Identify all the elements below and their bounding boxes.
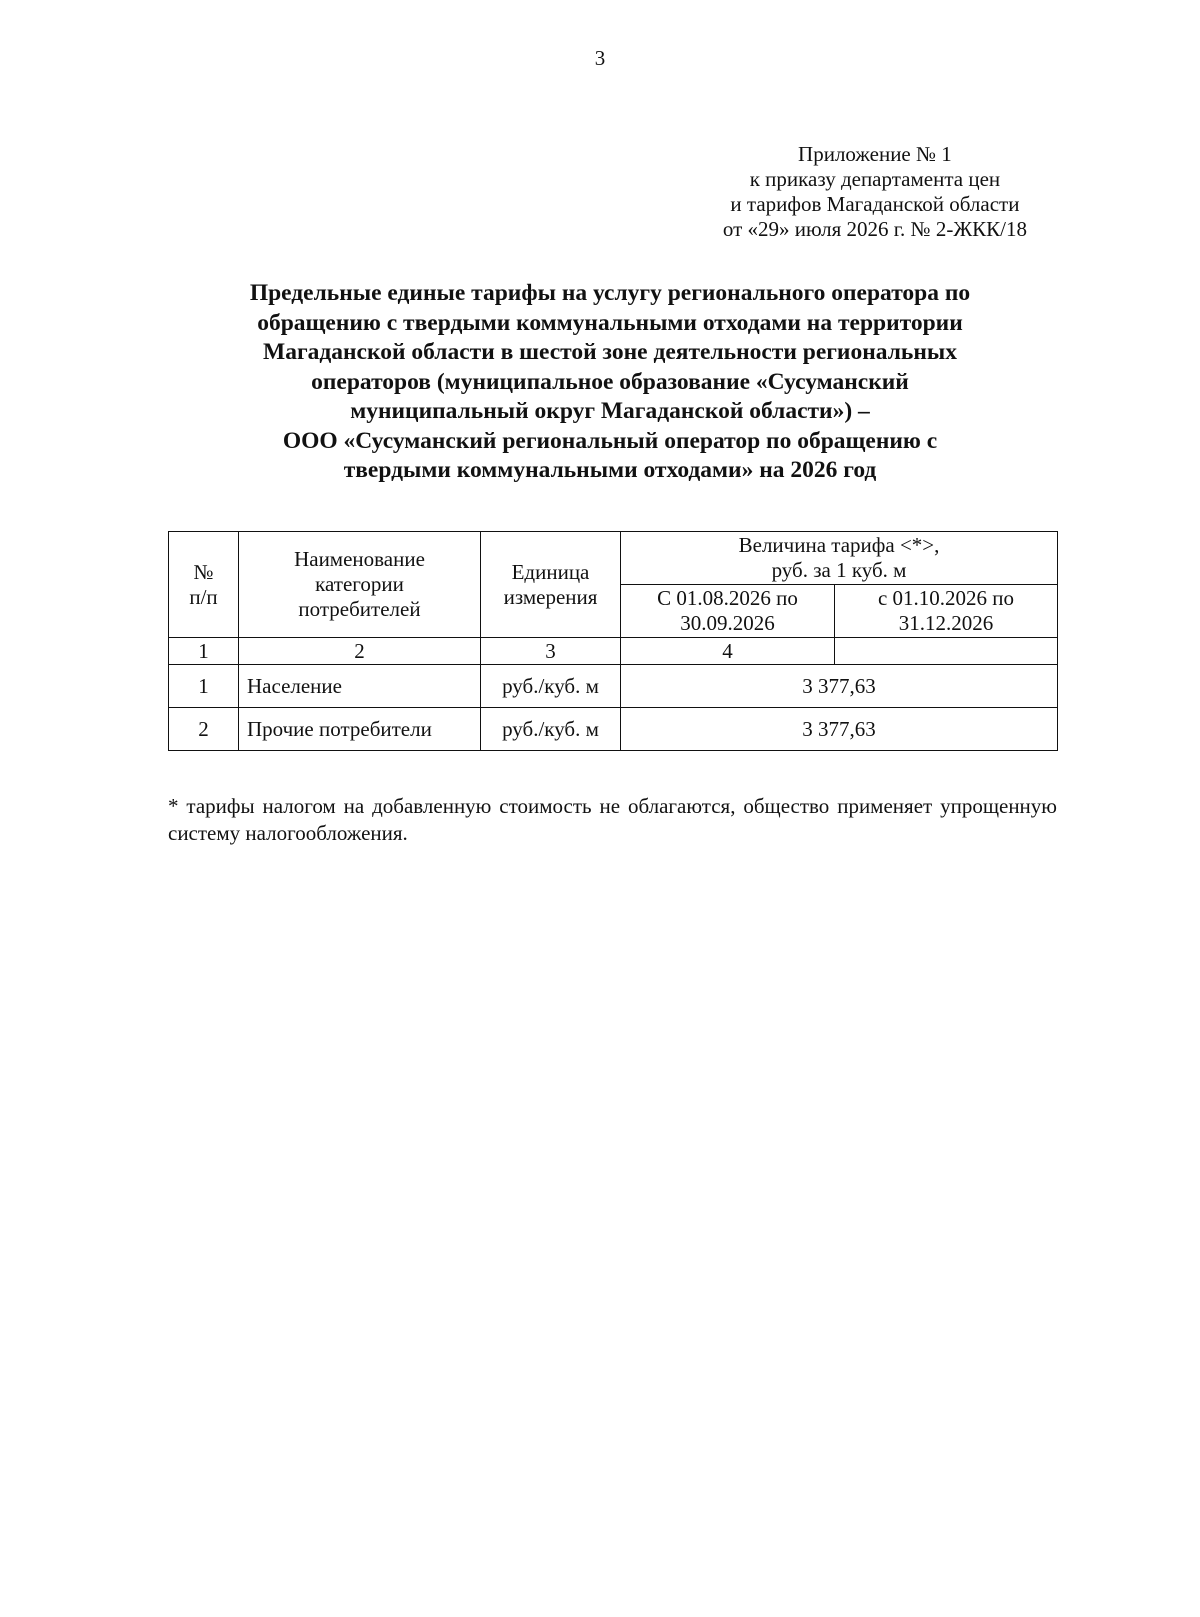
appendix-line: Приложение № 1 (798, 142, 952, 166)
title-line: твердыми коммунальными отходами» на 2026 год (343, 457, 877, 483)
title-line: операторов (муниципальное образование «Сусуманский (311, 368, 909, 395)
row-num: 1 (169, 665, 239, 708)
header-text: потребителей (298, 597, 421, 621)
column-index: 1 (169, 638, 239, 665)
row-value: 3 377,63 (621, 665, 1058, 708)
footnote: * тарифы налогом на добавленную стоимость не облагаются, общество применяет упрощенную систему налогообложения. (168, 794, 1057, 845)
column-index (835, 638, 1058, 665)
header-text: Наименование (294, 547, 425, 571)
appendix-line: и тарифов Магаданской области (730, 192, 1020, 216)
column-index: 4 (621, 638, 835, 665)
header-text: С 01.08.2026 по (657, 586, 798, 610)
header-category (239, 532, 481, 638)
header-text: с 01.10.2026 по (877, 586, 1015, 610)
column-index: 2 (239, 638, 481, 665)
header-num (169, 532, 239, 638)
tariff-table (168, 531, 1058, 751)
title-line: муниципальный округ Магаданской области») – (350, 398, 870, 424)
header-text: п/п (189, 584, 218, 609)
column-index-row (169, 638, 1058, 665)
title-line: Предельные единые тарифы на услугу регионального оператора по (249, 280, 971, 306)
header-text: измерения (503, 584, 598, 609)
row-category: Прочие потребители (239, 708, 481, 751)
title-line: ООО «Сусуманский региональный оператор по обращению с (282, 427, 938, 454)
appendix-line: от «29» июля 2026 г. № 2-ЖКК/18 (722, 217, 1027, 241)
header-text: № (193, 559, 214, 584)
appendix-block (723, 142, 1027, 242)
header-text: руб. за 1 куб. м (771, 558, 907, 582)
header-text: категории (315, 572, 404, 596)
document-title (150, 279, 1070, 486)
header-text: Единица (511, 559, 590, 584)
header-text: 30.09.2026 (680, 611, 775, 635)
column-index: 3 (481, 638, 621, 665)
table-row (169, 665, 1058, 708)
table-row (169, 708, 1058, 751)
header-text: 31.12.2026 (898, 611, 994, 635)
title-line: обращению с твердыми коммунальными отходами на территории (257, 309, 963, 336)
row-unit: руб./куб. м (481, 665, 621, 708)
row-value: 3 377,63 (621, 708, 1058, 751)
appendix-line: к приказу департамента цен (749, 167, 1001, 191)
header-tariff (621, 532, 1058, 585)
header-period-2 (835, 585, 1058, 638)
row-num: 2 (169, 708, 239, 751)
row-category: Население (239, 665, 481, 708)
header-text: Величина тарифа <*>, (738, 533, 940, 557)
page-number: 3 (594, 46, 606, 70)
row-unit: руб./куб. м (481, 708, 621, 751)
header-row (169, 532, 1058, 585)
header-unit (481, 532, 621, 638)
header-period-1 (621, 585, 835, 638)
title-line: Магаданской области в шестой зоне деятельности региональных (263, 339, 957, 365)
